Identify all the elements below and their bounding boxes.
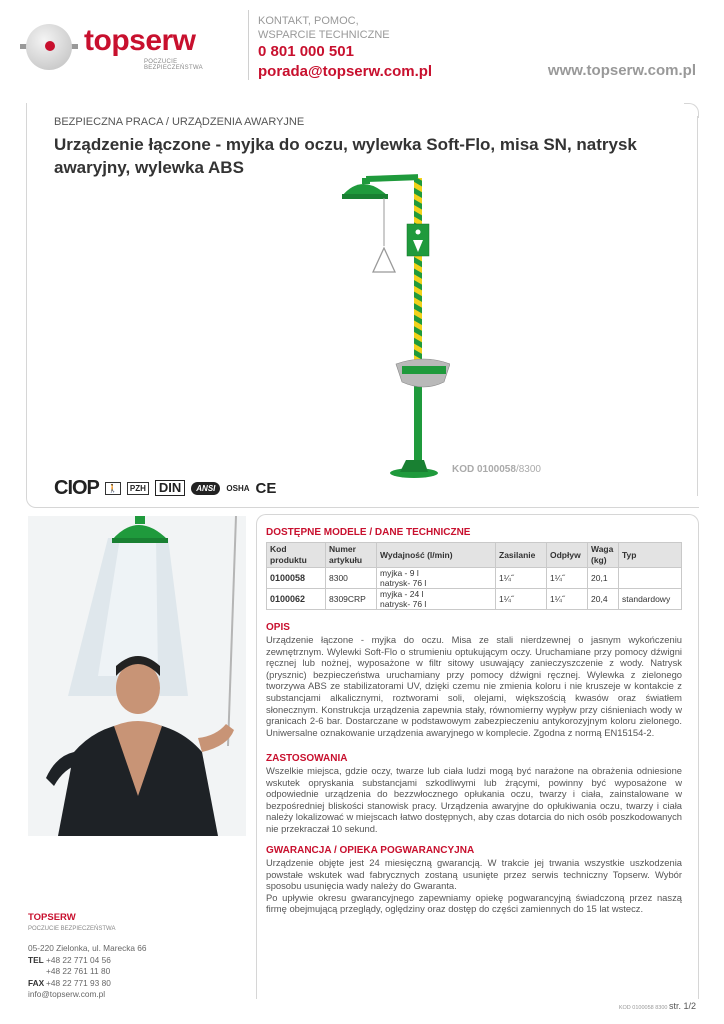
footer-tagline: POCZUCIE BEZPIECZEŃSTWA xyxy=(28,925,116,932)
page-number xyxy=(619,1001,696,1011)
models-table xyxy=(266,542,682,610)
company-footer xyxy=(28,912,147,1001)
page-label: str. 1/2 xyxy=(668,1001,696,1011)
footer-address: 05-220 Zielonka, ul. Marecka 66 xyxy=(28,943,147,953)
col-zasilanie: Zasilanie xyxy=(496,543,547,568)
cell-wyd-natrysk: natrysk- 76 l xyxy=(380,578,427,588)
cell-wydajnosc xyxy=(377,589,496,610)
cell-zasilanie: 1¼˝ xyxy=(496,589,547,610)
cell-wyd-myjka: myjka - 9 l xyxy=(380,568,419,578)
topserw-logo xyxy=(26,22,226,72)
col-wydajnosc: Wydajność (l/min) xyxy=(377,543,496,568)
osha-logo: OSHA xyxy=(226,483,250,493)
footer-company: TOPSERW xyxy=(28,912,76,923)
certification-logos xyxy=(54,476,276,500)
brand-name: topserw xyxy=(84,24,196,57)
website-link[interactable]: www.topserw.com.pl xyxy=(547,62,696,79)
breadcrumb: BEZPIECZNA PRACA / URZĄDZENIA AWARYJNE xyxy=(54,116,305,128)
gwarancja-heading: GWARANCJA / OPIEKA POGWARANCYJNA xyxy=(266,845,475,856)
opis-text: Urządzenie łączone - myjka do oczu. Misa ze stali nierdzewnej o jasnym wykończeniu zewnętrznym. Wylewki Soft-Flo o strumieniu optukującym oczy. Uruchamiane przy pomocy dźwigni ręcznej lub nożnej, wyposażone w filtr sitowy usuwający zanieczyszczenie z wody. Natrysk (prysznic) bezpieczeństwa uruchamiany przy pomocy dźwigni ręcznej. Wylewka z zielonego tworzywa ABS ze stabilizatorami UV, dzięki czemu nie zmienia koloru i nie kruszeje w kontakcie z substancjami alkalicznymi, roztworami soli, olejami, większością kwasów oraz światłem słonecznym. Konstrukcja urządzenia zapewnia stały, równomierny wypływ przy ciśnieniach wody w granicach 2-6 bar. Dostarczane w podstawowym zabezpieczeniu antykorozyjnym koloru zielonego. Uniwersalne oznakowanie urządzenia awaryjnego w komplecie. Zgodna z normą EN15154-2. xyxy=(266,634,682,738)
cell-typ xyxy=(619,568,682,589)
logo-dot xyxy=(45,41,55,51)
cell-numer: 8309CRP xyxy=(326,589,377,610)
cell-zasilanie: 1¼˝ xyxy=(496,568,547,589)
cell-kod: 0100062 xyxy=(267,589,326,610)
cell-typ: standardowy xyxy=(619,589,682,610)
contact-block xyxy=(258,14,432,82)
footer-tel-label: TEL xyxy=(28,954,44,965)
cell-wydajnosc xyxy=(377,568,496,589)
product-code xyxy=(452,464,541,475)
cell-waga: 20,1 xyxy=(588,568,619,589)
col-typ: Typ xyxy=(619,543,682,568)
zastosowania-heading: ZASTOSOWANIA xyxy=(266,753,348,764)
footer-tel-2[interactable]: +48 22 761 11 80 xyxy=(46,966,111,976)
cell-odplyw: 1¼˝ xyxy=(547,589,588,610)
opis-heading: OPIS xyxy=(266,622,290,633)
page-title: Urządzenie łączone - myjka do oczu, wylewka Soft-Flo, misa SN, natrysk awaryjny, wylewka ABS xyxy=(54,135,637,177)
cell-numer: 8300 xyxy=(326,568,377,589)
shower-user-photo xyxy=(28,516,246,836)
footer-fax-label: FAX xyxy=(28,977,45,988)
models-heading: DOSTĘPNE MODELE / DANE TECHNICZNE xyxy=(266,527,471,538)
page-code: KOD 0100058 8300 xyxy=(618,1005,668,1011)
col-odplyw: Odpływ xyxy=(547,543,588,568)
gwarancja-text-2: Po upływie okresu gwarancyjnego zapewniamy opiekę pogwarancyjną świadczoną przez naszą firmę obejmującą przeglądy, oględziny oraz dostęp do części zamiennych do 15 lat wstecz. xyxy=(266,891,682,915)
table-row xyxy=(267,589,682,610)
footer-email[interactable]: info@topserw.com.pl xyxy=(28,989,106,999)
footer-fax: +48 22 771 93 80 xyxy=(46,977,111,988)
col-kod: Kod produktu xyxy=(267,543,326,568)
cell-waga: 20,4 xyxy=(588,589,619,610)
din-logo: DIN xyxy=(155,480,185,496)
footer-tel-1[interactable]: +48 22 771 04 56 xyxy=(46,954,111,965)
ciop-logo: CIOP xyxy=(54,476,99,499)
contact-label-2: WSPARCIE TECHNICZNE xyxy=(258,29,390,41)
pzh-logo: PZH xyxy=(127,482,149,495)
ciop-symbol-icon: 🚶 xyxy=(105,482,121,495)
contact-phone[interactable]: 0 801 000 501 xyxy=(258,43,354,60)
col-waga: Waga (kg) xyxy=(588,543,619,568)
zastosowania-text: Wszelkie miejsca, gdzie oczy, twarze lub ciała ludzi mogą być narażone na obrażenia odniesione wskutek opryskania substancjami szkodliwymi lub żrącymi, powinny być wyposażone w odpowiednie urządzenia do bezzwłocznego opłukania oczu, twarzy i ciała, zainstalowane w bezpośredniej bliskości stanowisk pracy. Urządzenia awaryjne do opłukiwania oczu, twarzy i ciała należy lokalizować w miejscach łatwo dostępnych, aby czas dotarcia do nich osób poszkodowanych nie przekraczał 10 sekund. xyxy=(266,765,682,834)
safety-shower-illustration xyxy=(340,168,450,498)
table-row xyxy=(267,568,682,589)
contact-email[interactable]: porada@topserw.com.pl xyxy=(258,63,433,80)
cell-kod: 0100058 xyxy=(267,568,326,589)
col-numer: Numer artykułu xyxy=(326,543,377,568)
gwarancja-text-1: Urządzenie objęte jest 24 miesięczną gwarancją. W trakcie jej trwania wszystkie uszkodzenia powstałe wskutek wad fabrycznych zostaną usunięte przez serwis techniczny Topserw. Wybór sposobu usunięcia wady należy do Gwaranta. xyxy=(266,857,682,892)
product-code-main: KOD 0100058 xyxy=(452,464,516,475)
brand-tagline: POCZUCIE BEZPIECZEŃSTWA xyxy=(144,59,203,71)
product-code-suffix: /8300 xyxy=(515,464,541,475)
cell-odplyw: 1¼˝ xyxy=(547,568,588,589)
contact-label-1: KONTAKT, POMOC, xyxy=(258,15,359,27)
header-divider xyxy=(248,10,249,80)
ansi-logo: ANSI xyxy=(191,482,220,495)
gwarancja-block xyxy=(266,857,682,915)
product-frame-edge xyxy=(697,116,698,496)
cell-wyd-myjka: myjka - 24 l xyxy=(380,589,424,599)
cell-wyd-natrysk: natrysk- 76 l xyxy=(380,599,427,609)
ce-mark: CE xyxy=(255,479,277,497)
